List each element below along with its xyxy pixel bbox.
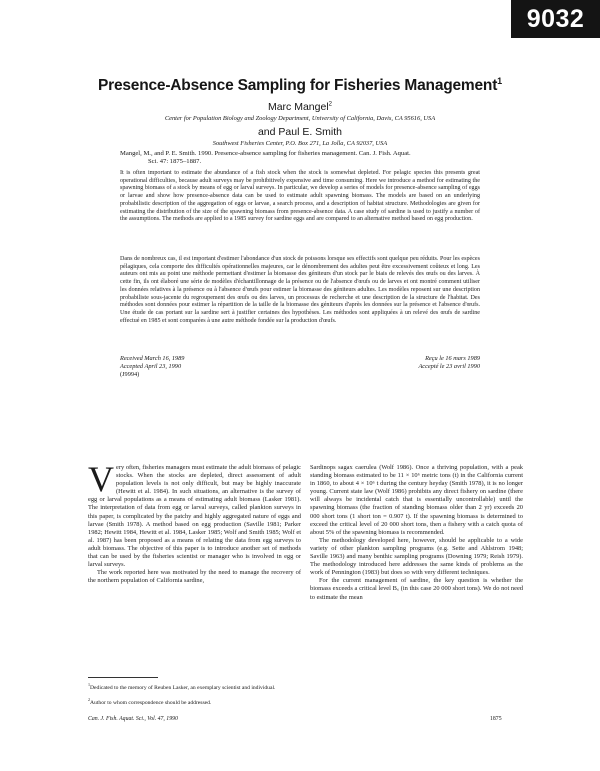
body-column-right	[310, 464, 523, 602]
author-2-affiliation: Southwest Fisheries Center, P.O. Box 271, La Jolla, CA 92037, USA	[212, 140, 388, 147]
motivation-paragraph: The work reported here was motivated by the need to manage the recovery of the northern population of California sardine,	[88, 569, 301, 585]
author-2	[0, 126, 600, 138]
body-column-left	[88, 459, 301, 585]
citation-line-2: Sci. 47: 1875–1887.	[148, 158, 202, 165]
footnote-2-text: Author to whom correspondence should be addressed.	[90, 699, 212, 706]
management-paragraph: For the current management of sardine, the key question is whether the biomass exceeds a critical level B꜀ (in this case 20 000 short tons). We do not need to estimate the mean	[310, 577, 523, 601]
abstract-english: It is often important to estimate the abundance of a fish stock when the stock is somewhat depleted. For pelagic species this presents great operational difficulties, because adult surveys may be prohibitively expensive and time consuming. Here we introduce a method for estimating the spawning biomass of a stock by means of egg or larval surveys. In particular, we develop a series of models for presence-absence sampling of eggs or larvae and show how presence-absence data can be used to estimate adult spawning biomass. The models are based on an underlying probabilistic description of the aggregation of eggs or larvae, a search process, and a description of habitat structure. Methodologies are given for estimating the distribution of the size of the spawning biomass from presence-absence data. A case study of sardine is used to justify a number of the assumptions. The methods are applied to a 1985 survey for sardine eggs and are compared to an alternative method based on egg production.	[120, 170, 480, 223]
drop-cap: V	[88, 459, 114, 499]
received-date-french: Reçu le 16 mars 1989	[425, 355, 480, 362]
author-1	[0, 101, 600, 113]
citation	[120, 150, 450, 166]
footnote-1-mark: 1	[88, 682, 90, 687]
paper-number-badge: 9032	[511, 0, 600, 38]
author-1-affiliation: Center for Population Biology and Zoology Department, University of California, Davis, CA 95616, USA	[164, 115, 436, 122]
paper-title	[0, 76, 600, 95]
intro-paragraph	[88, 459, 301, 569]
accepted-date-english: Accepted April 23, 1990	[120, 363, 182, 370]
accepted-date-french: Accepté le 23 avril 1990	[418, 363, 480, 370]
footnote-2	[88, 696, 301, 707]
author-1-mark: 2	[328, 101, 333, 108]
footnote-2-mark: 2	[88, 697, 90, 702]
footnote-rule	[88, 677, 158, 678]
author-2-name: and Paul E. Smith	[257, 126, 343, 138]
intro-paragraph-text: ery often, fisheries managers must estimate the adult biomass of pelagic stocks. When the stocks are depleted, direct assessment of adult population levels is not only difficult, but may be highly inaccurate (Hewitt et al. 1984). In such situations, an alternative is the survey of egg or larval populations as a means of estimating adult biomass (Lasker 1981). The interpretation of data from egg or larval surveys, called plankton surveys in this paper, is complicated by the patchy and highly aggregated nature of eggs and larvae (Smith 1978). A method based on egg production (Saville 1981; Parker 1982; Hewitt 1984, Hewitt et al. 1984, Lasker 1985; Wolf and Smith 1985; Wolf et al. 1987) has been proposed as a means of relating the data from egg surveys to adult biomass. The objective of this paper is to introduce another set of methods that can be used by the fisheries scientist or manager who is involved in egg or larval surveys.	[88, 464, 301, 569]
author-1-name: Marc Mangel	[267, 101, 329, 113]
abstract-french: Dans de nombreux cas, il est important d'estimer l'abondance d'un stock de poissons lorsque ses effectifs sont quelque peu réduits. Pour les espèces pélagiques, cela comporte des difficultés opérationnelles majeures, car le dénombrement des adultes peut être excessivement coûteux et long. Les auteurs ont mis au point une méthode permettant d'estimer la biomasse des géniteurs d'un stock par le biais de relevés des œufs ou des larves. À cette fin, ils ont élaboré une série de modèles d'échantillonnage de la présence ou de l'absence d'œufs ou de larves et ont montré comment utiliser les données relatives à la présence ou à l'absence d'œufs pour estimer la biomasse des géniteurs adultes. Les modèles reposent sur une description probabiliste sous-jacente du regroupement des œufs ou des larves, un processus de recherche et une description de la structure de l'habitat. Des méthodes sont données pour estimer la répartition de la taille de la biomasse des géniteurs d'après les données sur la présence et l'absence d'œufs. Une étude de cas portant sur la sardine sert à justifier certaines des hypothèses. Les méthodes sont appliquées à un relevé des œufs de sardine effectué en 1985 et sont comparées à une autre méthode fondée sur la production d'œufs.	[120, 256, 480, 324]
citation-line-1: Mangel, M., and P. E. Smith. 1990. Presence-absence sampling for fisheries management. Can. J. Fish. Aquat.	[120, 150, 411, 157]
methodology-paragraph: The methodology developed here, however, should be applicable to a wide variety of other plankton sampling programs (e.g. Sette and Ahlstrom 1948; Saville 1963) and many benthic sampling programs (Downing 1979; Reish 1979). The methodology introduced here addresses the same kinds of problems as the work of Pennington (1983) but does so with very different techniques.	[310, 536, 523, 577]
sardine-paragraph: Sardinops sagax caerulea (Wolf 1986). Once a thriving population, with a peak standing biomass estimated to be 11 × 10⁶ metric tons (t) in the California current in 1860, to about 4 × 10⁶ t during the century heyday (Smith 1978), it is no longer young. Current state law (Wolf 1986) prohibits any direct fishery on sardine (there will always be incidental catch that is essentially uncontrollable) until the spawning biomass (the fraction of standing biomass older than 2 yr) exceeds 20 000 short tons (1 short ton = 0.907 t). If the spawning biomass is determined to exceed the critical level of 20 000 short tons, then a fishery with a catch quota of about 5% of the spawning biomass is recommended.	[310, 464, 523, 536]
footnote-1	[88, 681, 301, 692]
received-date-english: Received March 16, 1989	[120, 355, 185, 362]
page-number: 1875	[490, 716, 502, 722]
title-footnote-mark: 1	[497, 76, 502, 86]
footnote-1-text: Dedicated to the memory of Reuben Lasker, an exemplary scientist and individual.	[90, 684, 276, 691]
title-text: Presence-Absence Sampling for Fisheries Management	[98, 77, 498, 95]
journal-reference: Can. J. Fish. Aquat. Sci., Vol. 47, 1990	[88, 716, 178, 722]
manuscript-code: (J9994)	[120, 371, 140, 378]
